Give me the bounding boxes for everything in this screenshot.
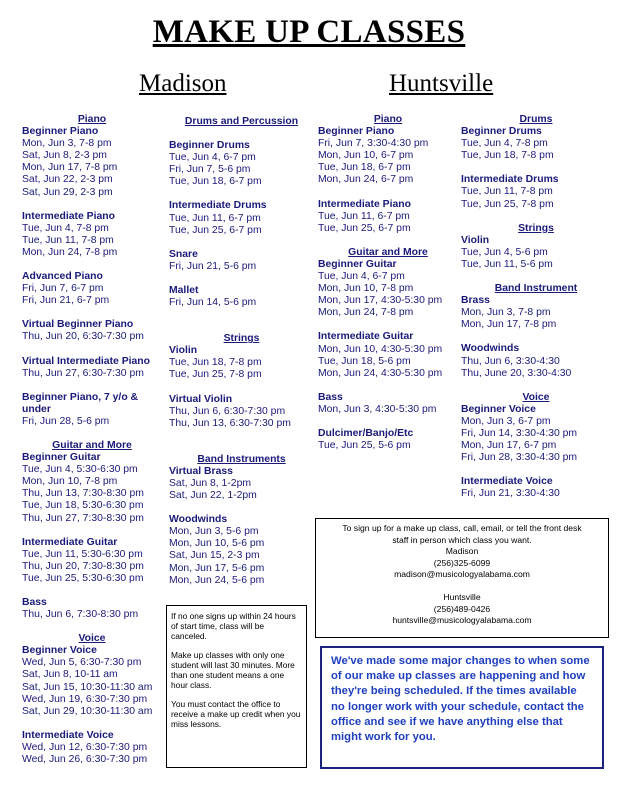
spacer	[461, 211, 611, 223]
spacer	[169, 382, 314, 394]
class-name: Dulcimer/Banjo/Etc	[318, 427, 414, 439]
class-time: Mon, Jun 17, 4:30-5:30 pm	[318, 295, 443, 307]
spacer	[169, 321, 314, 333]
class-name: Intermediate Voice	[461, 476, 553, 488]
contact-instructions-1: To sign up for a make up class, call, email, or tell the front desk	[342, 523, 582, 533]
class-name: Brass	[461, 295, 490, 307]
spacer	[22, 344, 162, 356]
class-time: Fri, Jun 21, 5-6 pm	[169, 260, 257, 272]
class-time: Fri, Jun 14, 3:30-4:30 pm	[461, 427, 578, 439]
class-name: Beginner Voice	[22, 645, 97, 657]
class-time: Tue, Jun 18, 6-7 pm	[318, 162, 411, 174]
spacer	[169, 128, 314, 140]
class-time: Mon, Jun 24, 7-8 pm	[22, 246, 118, 258]
spacer	[318, 235, 458, 247]
class-time: Tue, Jun 25, 5:30-6:30 pm	[22, 572, 144, 584]
class-time: Sat, Jun 22, 2-3 pm	[22, 174, 113, 186]
class-time: Mon, Jun 10, 4:30-5:30 pm	[318, 343, 443, 355]
class-time: Mon, Jun 3, 5-6 pm	[169, 526, 259, 538]
policy-note-box	[166, 605, 307, 768]
class-name: Woodwinds	[461, 343, 520, 355]
class-time: Tue, Jun 18, 7-8 pm	[461, 150, 554, 162]
class-name: Beginner Guitar	[22, 452, 101, 464]
spacer	[169, 309, 314, 321]
class-time: Mon, Jun 24, 4:30-5:30 pm	[318, 367, 443, 379]
class-time: Fri, Jun 7, 3:30-4:30 pm	[318, 138, 429, 150]
class-time: Thu, Jun 13, 7:30-8:30 pm	[22, 488, 144, 500]
spacer	[22, 307, 162, 319]
class-time: Tue, Jun 4, 6-7 pm	[318, 271, 405, 283]
spacer	[318, 187, 458, 199]
class-name: Woodwinds	[169, 514, 228, 526]
class-time: Tue, Jun 18, 5-6 pm	[318, 355, 411, 367]
class-time: Tue, Jun 11, 5:30-6:30 pm	[22, 548, 143, 560]
class-time: Mon, Jun 3, 4:30-5:30 pm	[318, 403, 437, 415]
contact-huntsville-email: huntsville@musicologyalabama.com	[392, 615, 532, 625]
huntsville-heading: Huntsville	[389, 70, 494, 97]
class-name: Virtual Violin	[169, 393, 233, 405]
schedule-change-notice: We've made some major changes to when some of our make up classes are happening and how they're being scheduled. If the times available no longer work with your schedule, contact the office and see if we have anything else that might work for you.	[320, 646, 604, 769]
policy-note-cancel: If no one signs up within 24 hours of start time, class will be canceled.	[171, 611, 296, 641]
class-name: Violin	[169, 345, 198, 357]
class-time: Thu, Jun 13, 6:30-7:30 pm	[169, 417, 291, 429]
class-time: Wed, Jun 5, 6:30-7:30 pm	[22, 657, 142, 669]
class-time: Fri, Jun 28, 3:30-4:30 pm	[461, 452, 578, 464]
spacer	[169, 188, 314, 200]
class-time: Mon, Jun 17, 7-8 pm	[22, 162, 118, 174]
class-name: under	[22, 403, 51, 415]
class-time: Thu, June 20, 3:30-4:30	[461, 367, 572, 379]
class-time: Fri, Jun 14, 5-6 pm	[169, 297, 257, 309]
class-time: Sat, Jun 8, 1-2pm	[169, 477, 252, 489]
contact-madison-email: madison@musicologyalabama.com	[394, 569, 530, 579]
class-name: Beginner Piano	[318, 126, 395, 138]
spacer	[169, 430, 314, 442]
section-heading: Drums and Percussion	[184, 116, 299, 127]
class-name: Intermediate Guitar	[318, 331, 414, 343]
class-time: Tue, Jun 4, 6-7 pm	[169, 152, 256, 164]
class-time: Thu, Jun 20, 6:30-7:30 pm	[22, 331, 144, 343]
spacer	[169, 442, 314, 454]
class-time: Mon, Jun 17, 6-7 pm	[461, 440, 557, 452]
section-heading: Drums	[519, 114, 553, 125]
spacer	[461, 331, 611, 343]
class-time: Sat, Jun 8, 10-11 am	[22, 669, 118, 681]
class-time: Tue, Jun 11, 5-6 pm	[461, 258, 553, 270]
class-time: Tue, Jun 11, 7-8 pm	[22, 234, 114, 246]
section-heading: Piano	[373, 114, 403, 125]
class-time: Mon, Jun 17, 5-6 pm	[169, 562, 265, 574]
class-time: Thu, Jun 6, 6:30-7:30 pm	[169, 405, 286, 417]
class-name: Intermediate Piano	[318, 198, 411, 210]
class-time: Mon, Jun 24, 5-6 pm	[169, 574, 265, 586]
class-time: Wed, Jun 12, 6:30-7:30 pm	[22, 741, 148, 753]
class-time: Fri, Jun 21, 3:30-4:30	[461, 488, 560, 500]
class-time: Mon, Jun 10, 7-8 pm	[22, 476, 118, 488]
section-heading: Band Instrument	[494, 283, 578, 295]
section-heading: Piano	[77, 114, 107, 125]
class-time: Tue, Jun 11, 6-7 pm	[169, 212, 261, 224]
class-time: Tue, Jun 25, 7-8 pm	[169, 369, 262, 381]
class-time: Fri, Jun 7, 5-6 pm	[169, 164, 251, 176]
spacer	[22, 428, 162, 440]
spacer	[318, 319, 458, 331]
class-name: Intermediate Drums	[461, 174, 559, 186]
class-time: Tue, Jun 4, 5:30-6:30 pm	[22, 464, 138, 476]
class-name: Snare	[169, 248, 198, 260]
class-name: Beginner Drums	[169, 140, 250, 152]
class-name: Intermediate Piano	[22, 210, 115, 222]
class-time: Tue, Jun 18, 6-7 pm	[169, 176, 262, 188]
class-time: Thu, Jun 6, 3:30-4:30	[461, 355, 560, 367]
class-time: Mon, Jun 10, 5-6 pm	[169, 538, 265, 550]
spacer	[461, 464, 611, 476]
policy-note-credit: You must contact the office to receive a make up credit when you miss lessons.	[171, 699, 301, 729]
class-time: Tue, Jun 11, 7-8 pm	[461, 186, 553, 198]
contact-madison-phone: (256)325-6099	[433, 557, 491, 568]
section-heading: Guitar and More	[348, 246, 428, 258]
spacer	[318, 380, 458, 392]
class-time: Wed, Jun 26, 6:30-7:30 pm	[22, 754, 148, 766]
huntsville-column-2	[461, 114, 611, 500]
policy-note-duration: Make up classes with only one student will last 30 minutes. More than one student means a one hour class.	[171, 650, 295, 690]
class-name: Virtual Intermediate Piano	[22, 355, 150, 367]
class-name: Virtual Brass	[169, 465, 233, 477]
contact-huntsville-name: Huntsville	[443, 592, 481, 602]
spacer	[22, 199, 162, 211]
class-time: Thu, Jun 27, 7:30-8:30 pm	[22, 512, 144, 524]
spacer	[22, 259, 162, 271]
class-time: Mon, Jun 24, 7-8 pm	[318, 307, 414, 319]
spacer	[22, 585, 162, 597]
contact-instructions-2: staff in person which class you want.	[392, 534, 532, 545]
class-time: Mon, Jun 3, 7-8 pm	[461, 307, 551, 319]
class-time: Sat, Jun 22, 1-2pm	[169, 490, 257, 502]
contact-box	[315, 518, 609, 638]
class-time: Sat, Jun 29, 10:30-11:30 am	[22, 705, 153, 717]
spacer	[22, 380, 162, 392]
spacer	[318, 416, 458, 428]
class-name: Advanced Piano	[22, 271, 103, 283]
section-heading: Voice	[78, 633, 106, 645]
madison-column-1	[22, 114, 162, 766]
class-time: Fri, Jun 28, 5-6 pm	[22, 415, 110, 427]
section-heading: Strings	[518, 222, 554, 234]
contact-huntsville-phone: (256)489-0426	[433, 603, 491, 614]
class-name: Bass	[318, 391, 343, 403]
class-time: Tue, Jun 25, 7-8 pm	[461, 198, 554, 210]
spacer	[169, 502, 314, 514]
class-time: Sat, Jun 15, 10:30-11:30 am	[22, 681, 153, 693]
class-name: Beginner Guitar	[318, 258, 397, 270]
class-name: Beginner Voice	[461, 403, 536, 415]
madison-heading: Madison	[139, 70, 227, 97]
page-title: MAKE UP CLASSES	[152, 14, 466, 50]
class-time: Thu, Jun 20, 7:30-8:30 pm	[22, 560, 144, 572]
madison-column-2	[169, 116, 314, 587]
section-heading: Strings	[223, 333, 260, 345]
class-time: Mon, Jun 17, 7-8 pm	[461, 319, 557, 331]
class-time: Tue, Jun 4, 7-8 pm	[22, 222, 109, 234]
class-time: Tue, Jun 25, 6-7 pm	[318, 222, 411, 234]
class-time: Mon, Jun 24, 6-7 pm	[318, 174, 414, 186]
huntsville-column-1	[318, 114, 458, 452]
spacer	[22, 621, 162, 633]
class-time: Mon, Jun 3, 7-8 pm	[22, 138, 112, 150]
class-time: Thu, Jun 27, 6:30-7:30 pm	[22, 367, 144, 379]
class-name: Beginner Drums	[461, 126, 542, 138]
class-time: Mon, Jun 10, 7-8 pm	[318, 283, 414, 295]
class-name: Mallet	[169, 284, 199, 296]
class-time: Sat, Jun 29, 2-3 pm	[22, 186, 113, 198]
class-time: Tue, Jun 4, 5-6 pm	[461, 246, 548, 258]
spacer	[169, 273, 314, 285]
class-time: Sat, Jun 15, 2-3 pm	[169, 550, 260, 562]
class-time: Tue, Jun 4, 7-8 pm	[461, 138, 548, 150]
class-time: Tue, Jun 25, 5-6 pm	[318, 440, 411, 452]
class-time: Fri, Jun 7, 6-7 pm	[22, 283, 104, 295]
section-heading: Guitar and More	[52, 439, 132, 451]
class-name: Violin	[461, 234, 490, 246]
class-name: Beginner Piano	[22, 126, 99, 138]
class-time: Tue, Jun 11, 6-7 pm	[318, 210, 410, 222]
class-name: Intermediate Guitar	[22, 536, 118, 548]
class-time: Mon, Jun 10, 6-7 pm	[318, 150, 414, 162]
class-time: Tue, Jun 18, 7-8 pm	[169, 357, 262, 369]
class-time: Wed, Jun 19, 6:30-7:30 pm	[22, 693, 148, 705]
contact-madison-name: Madison	[445, 546, 479, 556]
spacer	[22, 525, 162, 537]
spacer	[461, 380, 611, 392]
spacer	[461, 162, 611, 174]
class-name: Bass	[22, 597, 47, 608]
class-time: Tue, Jun 18, 5:30-6:30 pm	[22, 500, 144, 512]
section-heading: Voice	[522, 391, 550, 403]
class-time: Tue, Jun 25, 6-7 pm	[169, 224, 262, 236]
class-name: Beginner Piano, 7 y/o &	[22, 391, 139, 403]
class-name: Virtual Beginner Piano	[22, 319, 134, 331]
section-heading: Band Instruments	[197, 453, 286, 465]
class-time: Thu, Jun 6, 7:30-8:30 pm	[22, 609, 139, 621]
spacer	[22, 718, 162, 730]
class-time: Mon, Jun 3, 6-7 pm	[461, 415, 551, 427]
class-time: Sat, Jun 8, 2-3 pm	[22, 150, 107, 162]
spacer	[461, 271, 611, 283]
class-name: Intermediate Voice	[22, 729, 114, 741]
class-name: Intermediate Drums	[169, 200, 267, 212]
spacer	[169, 237, 314, 249]
class-time: Fri, Jun 21, 6-7 pm	[22, 295, 110, 307]
